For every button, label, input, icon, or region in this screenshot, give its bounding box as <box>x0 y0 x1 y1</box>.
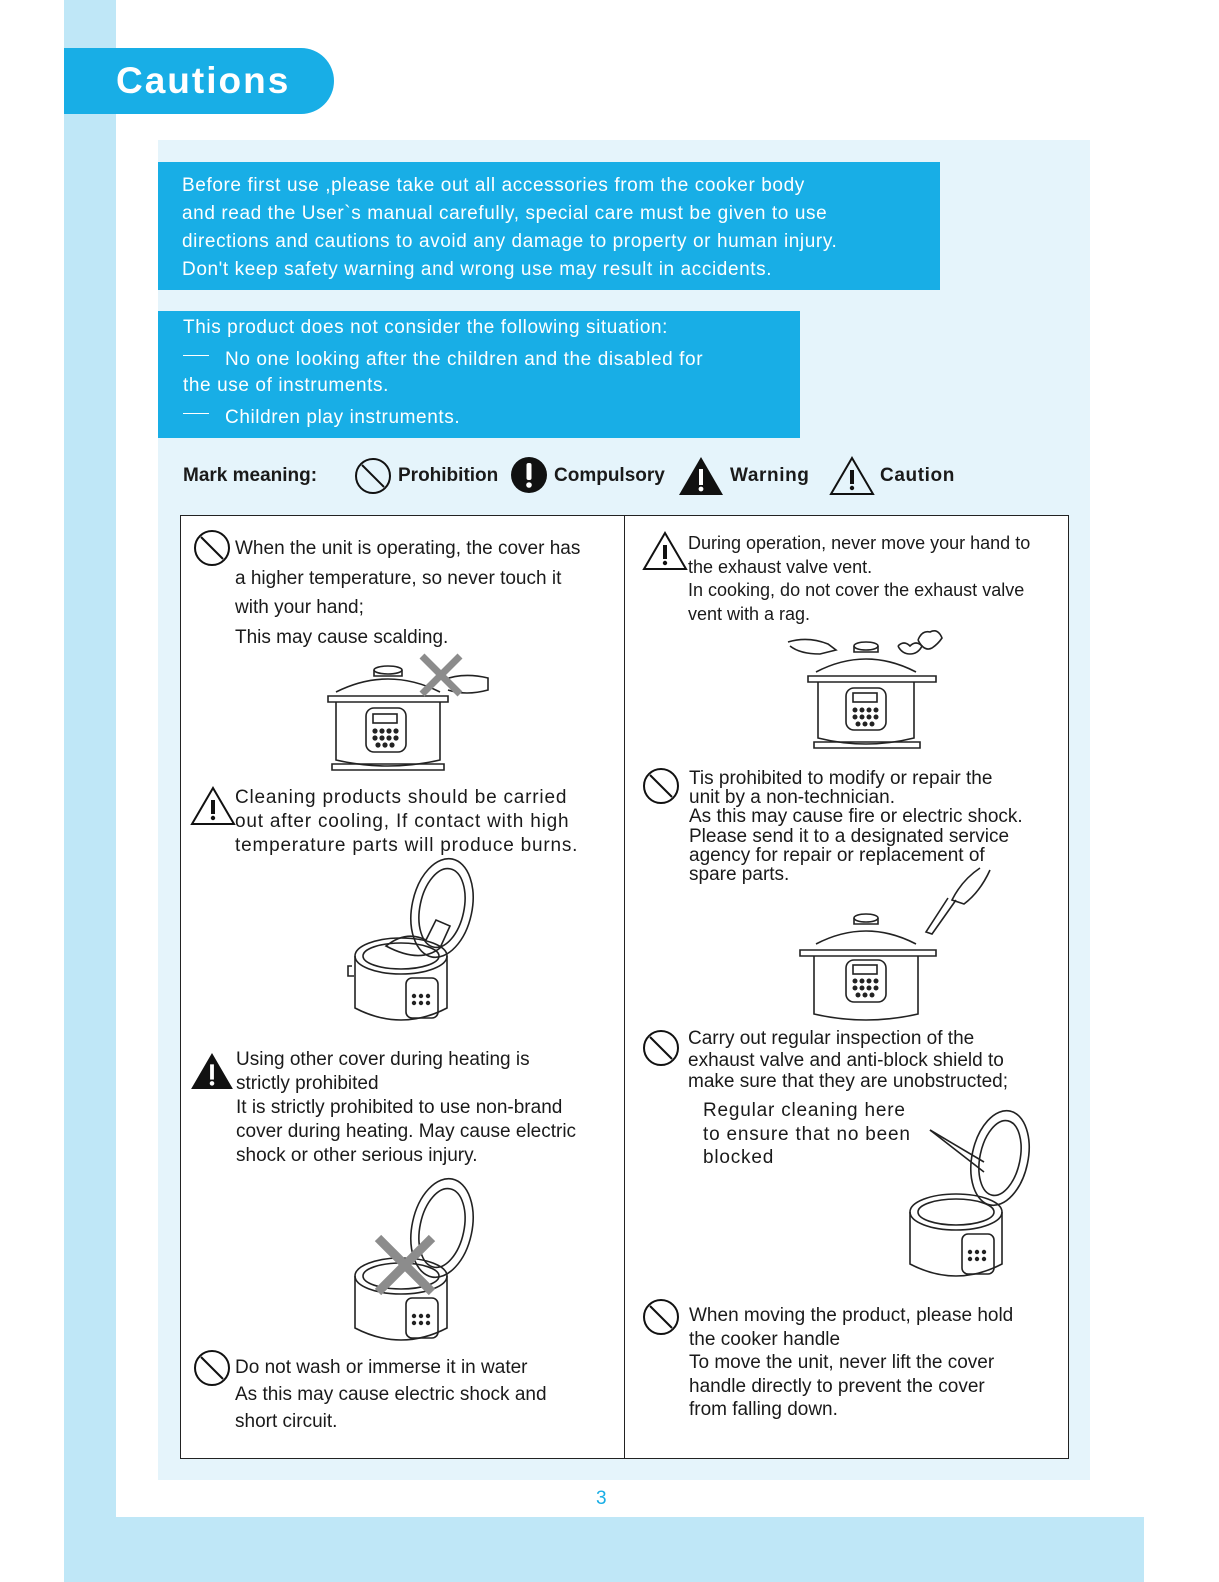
cooker-other-cover-illustration <box>346 1176 486 1352</box>
page-number: 3 <box>596 1488 607 1509</box>
page-title: Cautions <box>116 60 291 101</box>
cleaning-callout: Regular cleaning here to ensure that no been blocked <box>703 1100 911 1168</box>
prohibition-icon <box>642 1029 680 1067</box>
caution-label: Caution <box>880 465 955 486</box>
caution-icon <box>642 531 688 571</box>
side-color-strip <box>64 0 116 1582</box>
cooker-inspection-illustration <box>900 1108 1040 1288</box>
compulsory-icon <box>510 456 548 494</box>
intro-line: Before first use ,please take out all accessories from the cooker body <box>182 175 805 196</box>
prohibition-icon <box>354 457 392 495</box>
warning-icon <box>190 1052 234 1090</box>
cooker-repair-illustration <box>796 864 996 1036</box>
caution-text-exhaust-vent: During operation, never move your hand to the exhaust valve vent. In cooking, do not cover the exhaust valve vent with a rag. <box>688 533 1031 624</box>
compulsory-label: Compulsory <box>554 465 665 486</box>
caution-text-other-cover: Using other cover during heating is strictly prohibited It is strictly prohibited to use non-brand cover during heating. May cause electric shock or other serious injury. <box>236 1049 577 1166</box>
caution-text-cover-hot: When the unit is operating, the cover has a higher temperature, so never touch it with your hand; This may cause scalding. <box>235 538 581 648</box>
intro-line: directions and cautions to avoid any damage to property or human injury. <box>182 231 838 252</box>
situation-item: Children play instruments. <box>225 407 461 428</box>
dash-icon <box>183 413 209 414</box>
prohibition-icon <box>193 1349 231 1387</box>
warning-icon <box>678 456 724 496</box>
column-divider <box>624 516 625 1458</box>
caution-icon <box>829 456 875 496</box>
caution-text-inspection: Carry out regular inspection of the exhaust valve and anti-block shield to make sure that they are unobstructed; <box>688 1028 1009 1092</box>
caution-text-cleaning: Cleaning products should be carried out after cooling, If contact with high temperature parts will produce burns. <box>235 787 579 856</box>
situation-heading: This product does not consider the following situation: <box>183 317 669 338</box>
caution-text-moving: When moving the product, please hold the cooker handle To move the unit, never lift the cover handle directly to prevent the cover from falling down. <box>689 1305 1014 1420</box>
prohibition-label: Prohibition <box>398 465 499 486</box>
bottom-color-strip <box>64 1517 1144 1582</box>
prohibition-icon <box>193 529 231 567</box>
prohibition-icon <box>642 1298 680 1336</box>
intro-notice <box>158 162 940 290</box>
cooker-hot-cover-illustration <box>318 652 498 780</box>
situation-item: No one looking after the children and the disabled for <box>225 349 704 370</box>
cooker-cleaning-illustration <box>346 856 486 1032</box>
mark-legend-label: Mark meaning: <box>183 465 318 486</box>
cooker-vent-illustration <box>786 624 946 760</box>
caution-text-no-wash: Do not wash or immerse it in water As this may cause electric shock and short circuit. <box>235 1357 547 1432</box>
intro-line: Don't keep safety warning and wrong use may result in accidents. <box>182 259 773 280</box>
warning-label: Warning <box>730 465 810 486</box>
situation-notice <box>158 311 800 438</box>
dash-icon <box>183 355 209 356</box>
caution-icon <box>190 786 236 826</box>
intro-line: and read the User`s manual carefully, special care must be given to use <box>182 203 828 224</box>
mark-legend <box>183 455 983 499</box>
prohibition-icon <box>642 767 680 805</box>
caution-text-no-repair: Tis prohibited to modify or repair the unit by a non-technician. As this may cause fire or electric shock. Please send it to a designated service agency for repair or replacement of spare parts. <box>689 768 1023 886</box>
situation-item-cont: the use of instruments. <box>183 375 390 396</box>
section-title-tab <box>64 48 334 114</box>
